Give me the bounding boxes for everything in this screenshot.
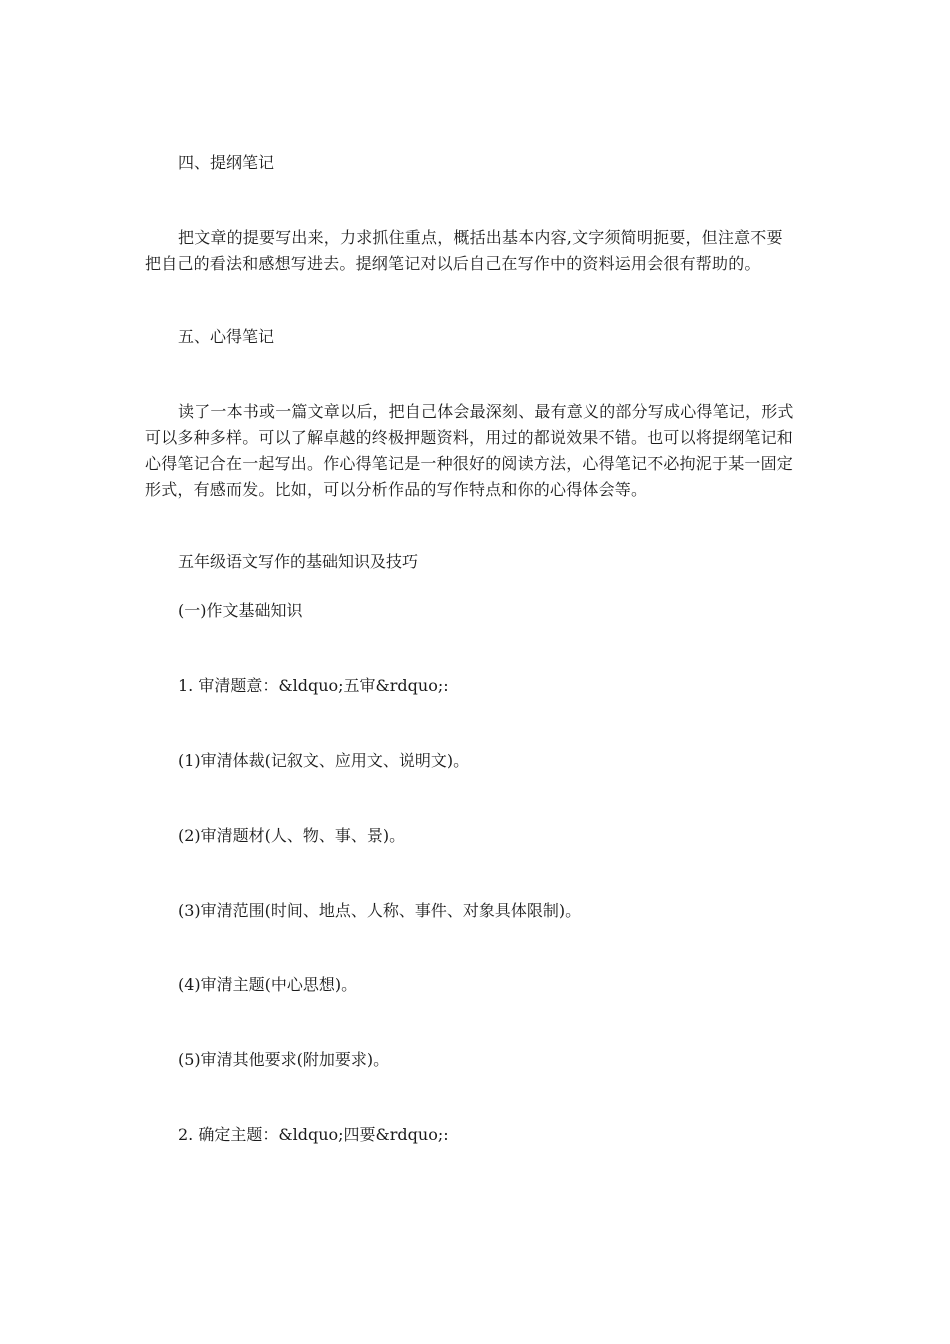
list-item-define-theme: 2. 确定主题：&ldquo;四要&rdquo;: [178, 1125, 449, 1144]
list-subitem: (5)审清其他要求(附加要求)。 [178, 1050, 390, 1069]
paragraph-line: 把自己的看法和感想写进去。提纲笔记对以后自己在写作中的资料运用会很有帮助的。 [145, 254, 761, 273]
paragraph-line: 心得笔记合在一起写出。作心得笔记是一种很好的阅读方法，心得笔记不必拘泥于某一固定 [145, 454, 794, 473]
heading-reflection-notes: 五、心得笔记 [178, 327, 275, 346]
subsection-title: (一)作文基础知识 [178, 601, 303, 620]
paragraph-outline-notes [145, 225, 817, 277]
heading-outline-notes: 四、提纲笔记 [178, 153, 275, 172]
list-subitem: (3)审清范围(时间、地点、人称、事件、对象具体限制)。 [178, 901, 582, 920]
section-title: 五年级语文写作的基础知识及技巧 [178, 552, 419, 571]
paragraph-line: 读了一本书或一篇文章以后，把自己体会最深刻、最有意义的部分写成心得笔记，形式 [178, 402, 794, 421]
list-subitem: (2)审清题材(人、物、事、景)。 [178, 826, 406, 845]
paragraph-reflection-notes [145, 399, 817, 503]
list-subitem: (1)审清体裁(记叙文、应用文、说明文)。 [178, 751, 470, 770]
paragraph-line: 把文章的提要写出来，力求抓住重点，概括出基本内容,文字须简明扼要，但注意不要 [178, 228, 783, 247]
paragraph-line: 可以多种多样。可以了解卓越的终极押题资料，用过的都说效果不错。也可以将提纲笔记和 [145, 428, 794, 447]
list-subitem: (4)审清主题(中心思想)。 [178, 975, 358, 994]
paragraph-line: 形式，有感而发。比如，可以分析作品的写作特点和你的心得体会等。 [145, 480, 648, 499]
list-item-review-topic: 1. 审清题意：&ldquo;五审&rdquo;: [178, 676, 449, 695]
